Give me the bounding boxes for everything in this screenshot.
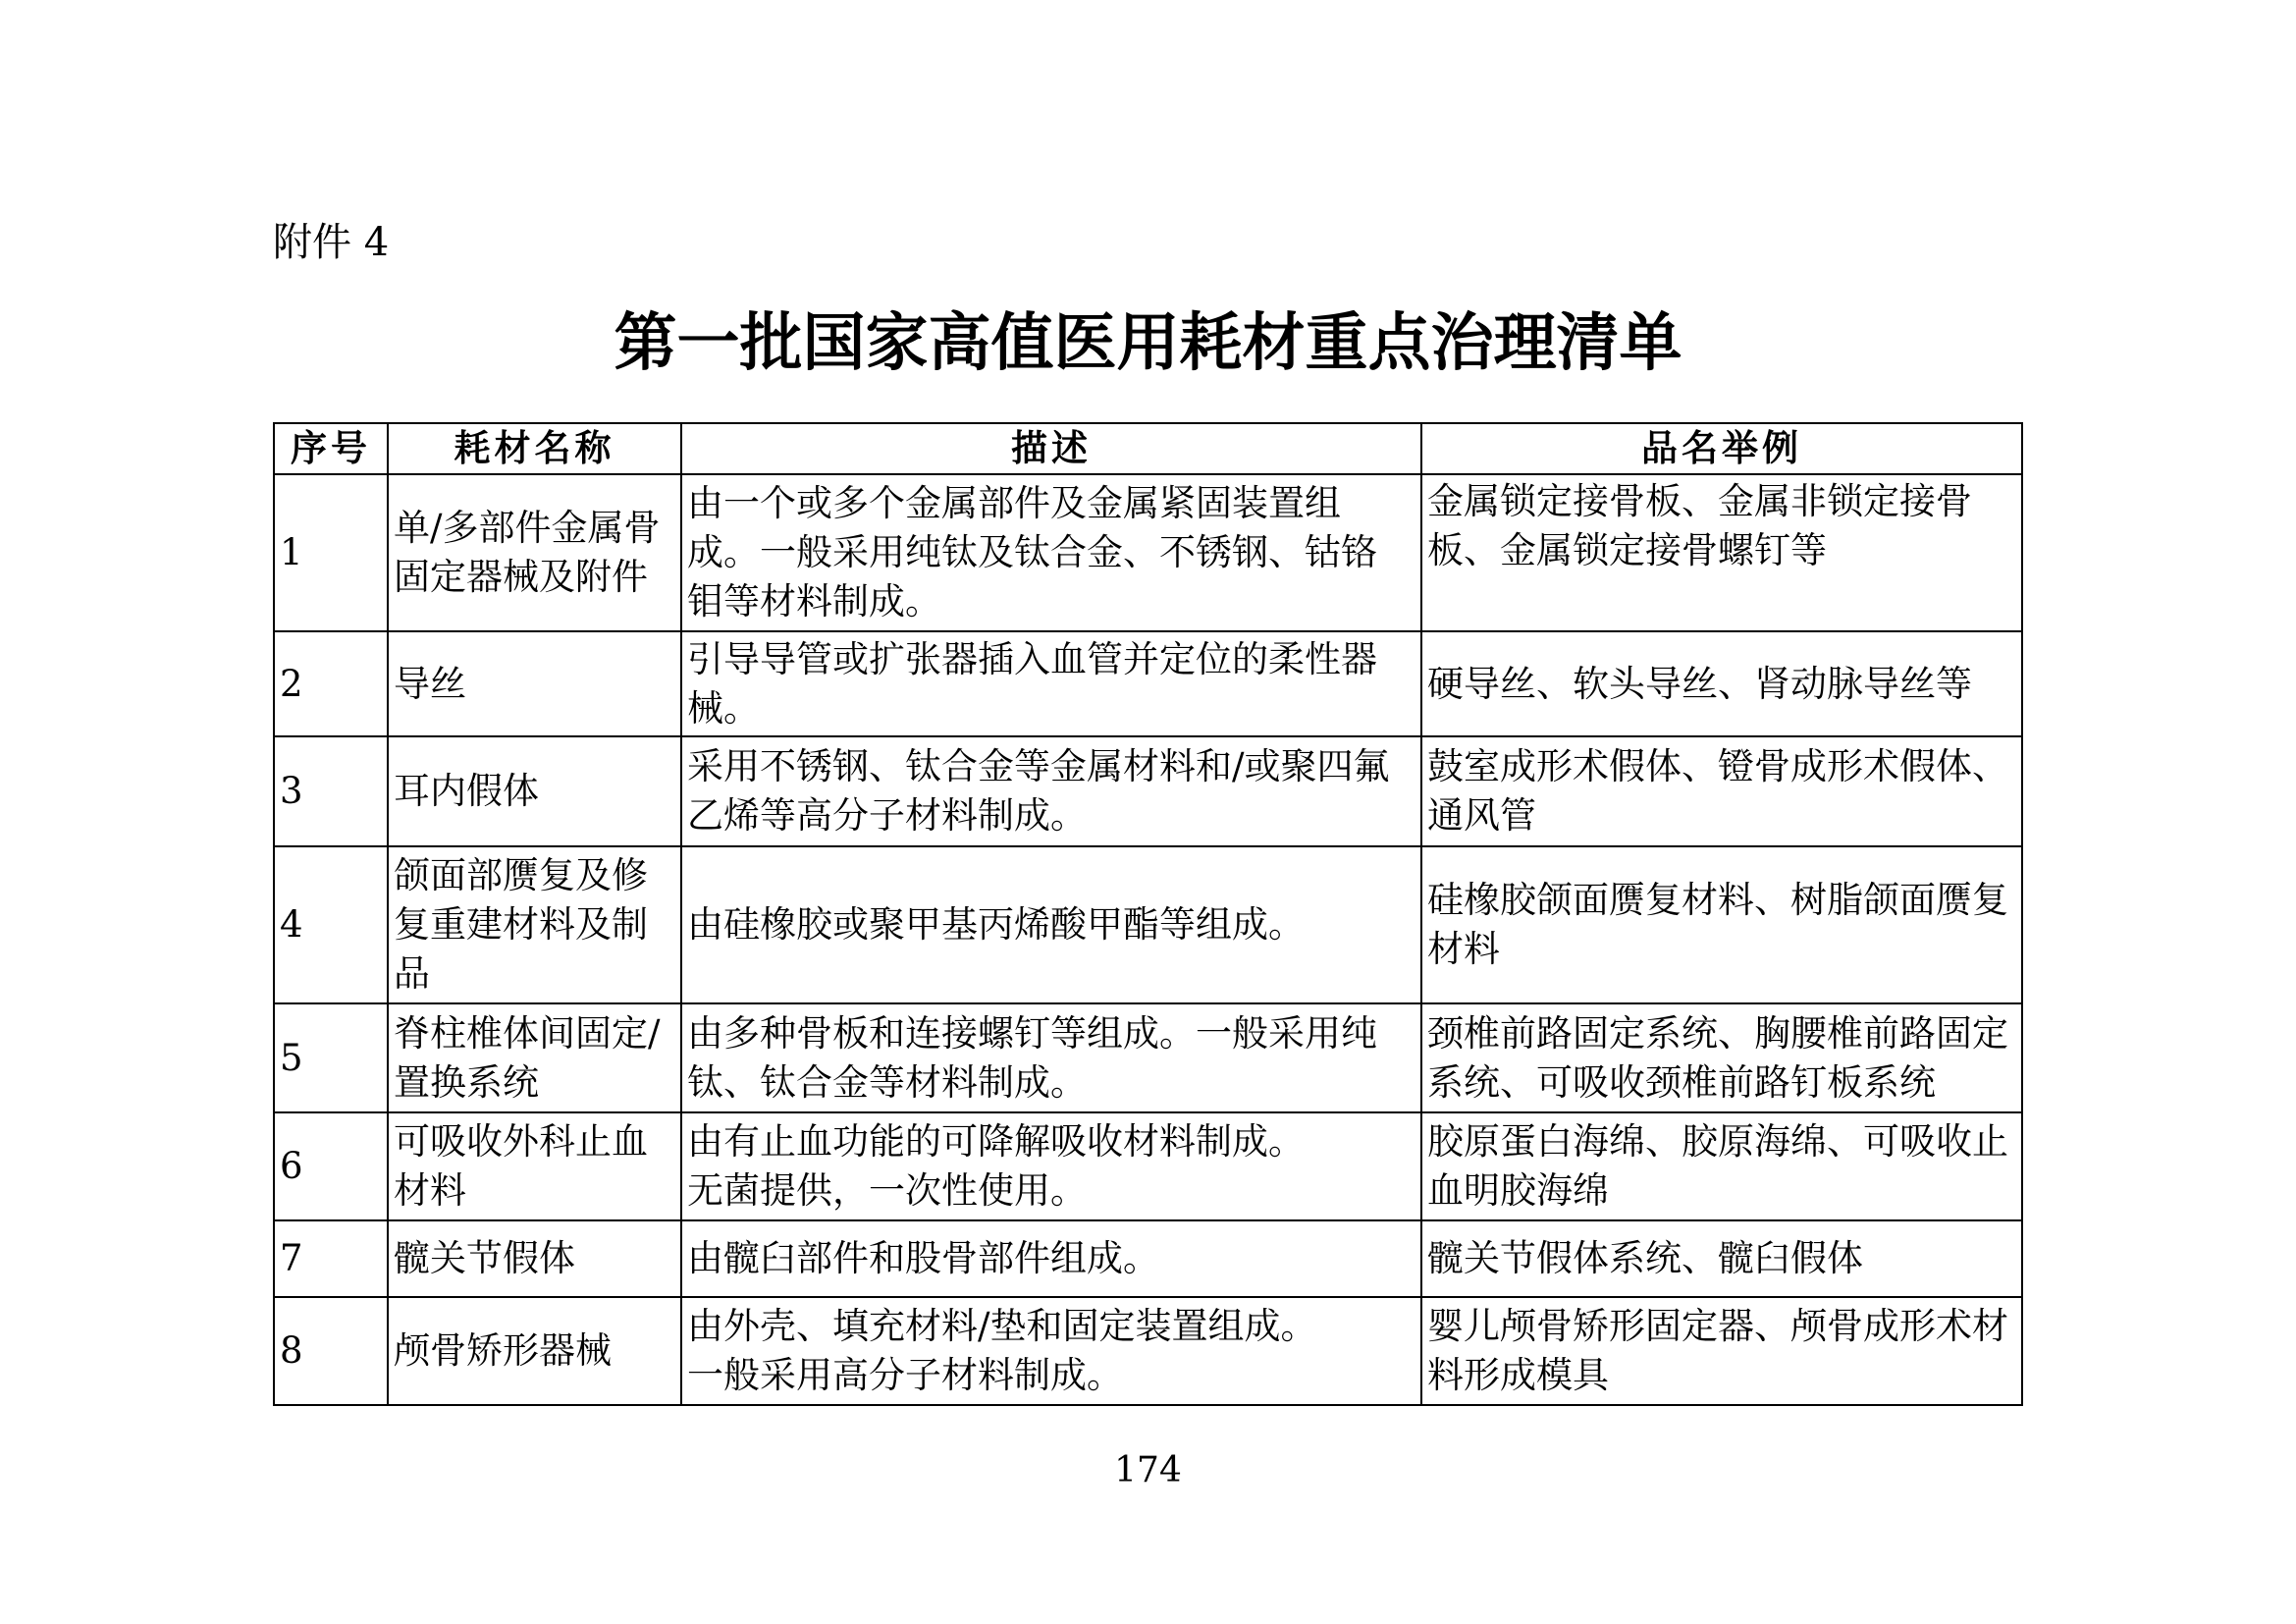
cell-line: 髋关节假体 — [394, 1237, 575, 1279]
cell-line: 由外壳、填充材料/垫和固定装置组成。 — [687, 1305, 1317, 1347]
table-row — [274, 1220, 2022, 1297]
cell-line: 械。 — [687, 686, 760, 730]
row-description — [681, 1003, 1421, 1112]
table-row — [274, 1112, 2022, 1220]
cell-line: 胶原蛋白海绵、胶原海绵、可吸收止 — [1427, 1120, 2008, 1163]
cell-line: 通风管 — [1427, 794, 1536, 837]
row-description — [681, 631, 1421, 736]
header-description: 描述 — [681, 423, 1421, 474]
row-index: 6 — [274, 1112, 388, 1220]
row-examples — [1421, 1220, 2022, 1297]
cell-line: 由多种骨板和连接螺钉等组成。一般采用纯 — [687, 1011, 1377, 1055]
table-row — [274, 631, 2022, 736]
cell-line: 材料 — [1427, 928, 1500, 970]
cell-line: 硬导丝、软头导丝、肾动脉导丝等 — [1427, 662, 1972, 705]
cell-line: 板、金属锁定接骨螺钉等 — [1427, 529, 1827, 571]
header-index: 序号 — [274, 423, 388, 474]
row-index: 7 — [274, 1220, 388, 1297]
cell-line: 可吸收外科止血 — [394, 1120, 648, 1163]
cell-line: 成。一般采用纯钛及钛合金、不锈钢、钴铬 — [687, 531, 1377, 573]
cell-line: 一般采用高分子材料制成。 — [687, 1354, 1123, 1396]
table-header-row — [274, 423, 2022, 474]
row-examples — [1421, 631, 2022, 736]
cell-line: 复重建材料及制 — [394, 903, 648, 946]
cell-line: 系统、可吸收颈椎前路钉板系统 — [1427, 1060, 1936, 1104]
row-name — [388, 474, 681, 631]
row-index: 1 — [274, 474, 388, 631]
cell-line: 导丝 — [394, 662, 466, 705]
cell-line: 单/多部件金属骨 — [394, 507, 661, 549]
cell-line: 置换系统 — [394, 1060, 539, 1104]
row-index: 4 — [274, 846, 388, 1003]
cell-line: 由硅橡胶或聚甲基丙烯酸甲酯等组成。 — [687, 903, 1305, 946]
row-examples — [1421, 474, 2022, 631]
row-name — [388, 1220, 681, 1297]
cell-line: 由一个或多个金属部件及金属紧固装置组 — [687, 482, 1341, 524]
row-description — [681, 1112, 1421, 1220]
cell-line: 采用不锈钢、钛合金等金属材料和/或聚四氟 — [687, 745, 1390, 787]
cell-line: 品 — [394, 952, 430, 995]
attachment-label: 附件 4 — [273, 220, 390, 265]
row-index: 2 — [274, 631, 388, 736]
row-description — [681, 474, 1421, 631]
cell-line: 乙烯等高分子材料制成。 — [687, 794, 1087, 837]
cell-line: 钼等材料制成。 — [687, 580, 941, 623]
row-description — [681, 1297, 1421, 1405]
cell-line: 颈椎前路固定系统、胸腰椎前路固定 — [1427, 1011, 2008, 1055]
row-name — [388, 1112, 681, 1220]
cell-line: 髋关节假体系统、髋臼假体 — [1427, 1237, 1863, 1279]
row-description — [681, 1220, 1421, 1297]
row-index: 3 — [274, 736, 388, 846]
cell-line: 耳内假体 — [394, 770, 539, 812]
cell-line: 硅橡胶颌面赝复材料、树脂颌面赝复 — [1427, 879, 2008, 921]
row-examples — [1421, 1297, 2022, 1405]
row-name — [388, 736, 681, 846]
cell-line: 血明胶海绵 — [1427, 1169, 1609, 1212]
cell-line: 由髋臼部件和股骨部件组成。 — [687, 1237, 1159, 1279]
row-description — [681, 846, 1421, 1003]
cell-line: 颌面部赝复及修 — [394, 854, 648, 896]
row-name — [388, 1297, 681, 1405]
header-name: 耗材名称 — [388, 423, 681, 474]
page-number: 174 — [1114, 1450, 1182, 1490]
cell-line: 材料 — [394, 1169, 466, 1212]
cell-line: 料形成模具 — [1427, 1354, 1609, 1396]
row-index: 5 — [274, 1003, 388, 1112]
cell-line: 金属锁定接骨板、金属非锁定接骨 — [1427, 480, 1972, 522]
cell-line: 引导导管或扩张器插入血管并定位的柔性器 — [687, 637, 1377, 680]
row-name — [388, 846, 681, 1003]
table-row — [274, 1003, 2022, 1112]
row-examples — [1421, 1003, 2022, 1112]
cell-line: 钛、钛合金等材料制成。 — [687, 1060, 1087, 1104]
cell-line: 固定器械及附件 — [394, 556, 648, 598]
row-description — [681, 736, 1421, 846]
cell-line: 无菌提供，一次性使用。 — [687, 1169, 1087, 1212]
cell-line: 鼓室成形术假体、镫骨成形术假体、 — [1427, 745, 2008, 787]
header-examples: 品名举例 — [1421, 423, 2022, 474]
cell-line: 婴儿颅骨矫形固定器、颅骨成形术材 — [1427, 1305, 2008, 1347]
row-examples — [1421, 736, 2022, 846]
row-index: 8 — [274, 1297, 388, 1405]
table-row — [274, 474, 2022, 631]
cell-line: 由有止血功能的可降解吸收材料制成。 — [687, 1120, 1305, 1163]
page-title: 第一批国家高值医用耗材重点治理清单 — [614, 307, 1682, 380]
row-examples — [1421, 846, 2022, 1003]
consumables-table — [273, 422, 2023, 1406]
table-row — [274, 846, 2022, 1003]
cell-line: 颅骨矫形器械 — [394, 1329, 612, 1372]
cell-line: 脊柱椎体间固定/ — [394, 1011, 661, 1055]
row-examples — [1421, 1112, 2022, 1220]
row-name — [388, 1003, 681, 1112]
row-name — [388, 631, 681, 736]
table-row — [274, 736, 2022, 846]
table-row — [274, 1297, 2022, 1405]
